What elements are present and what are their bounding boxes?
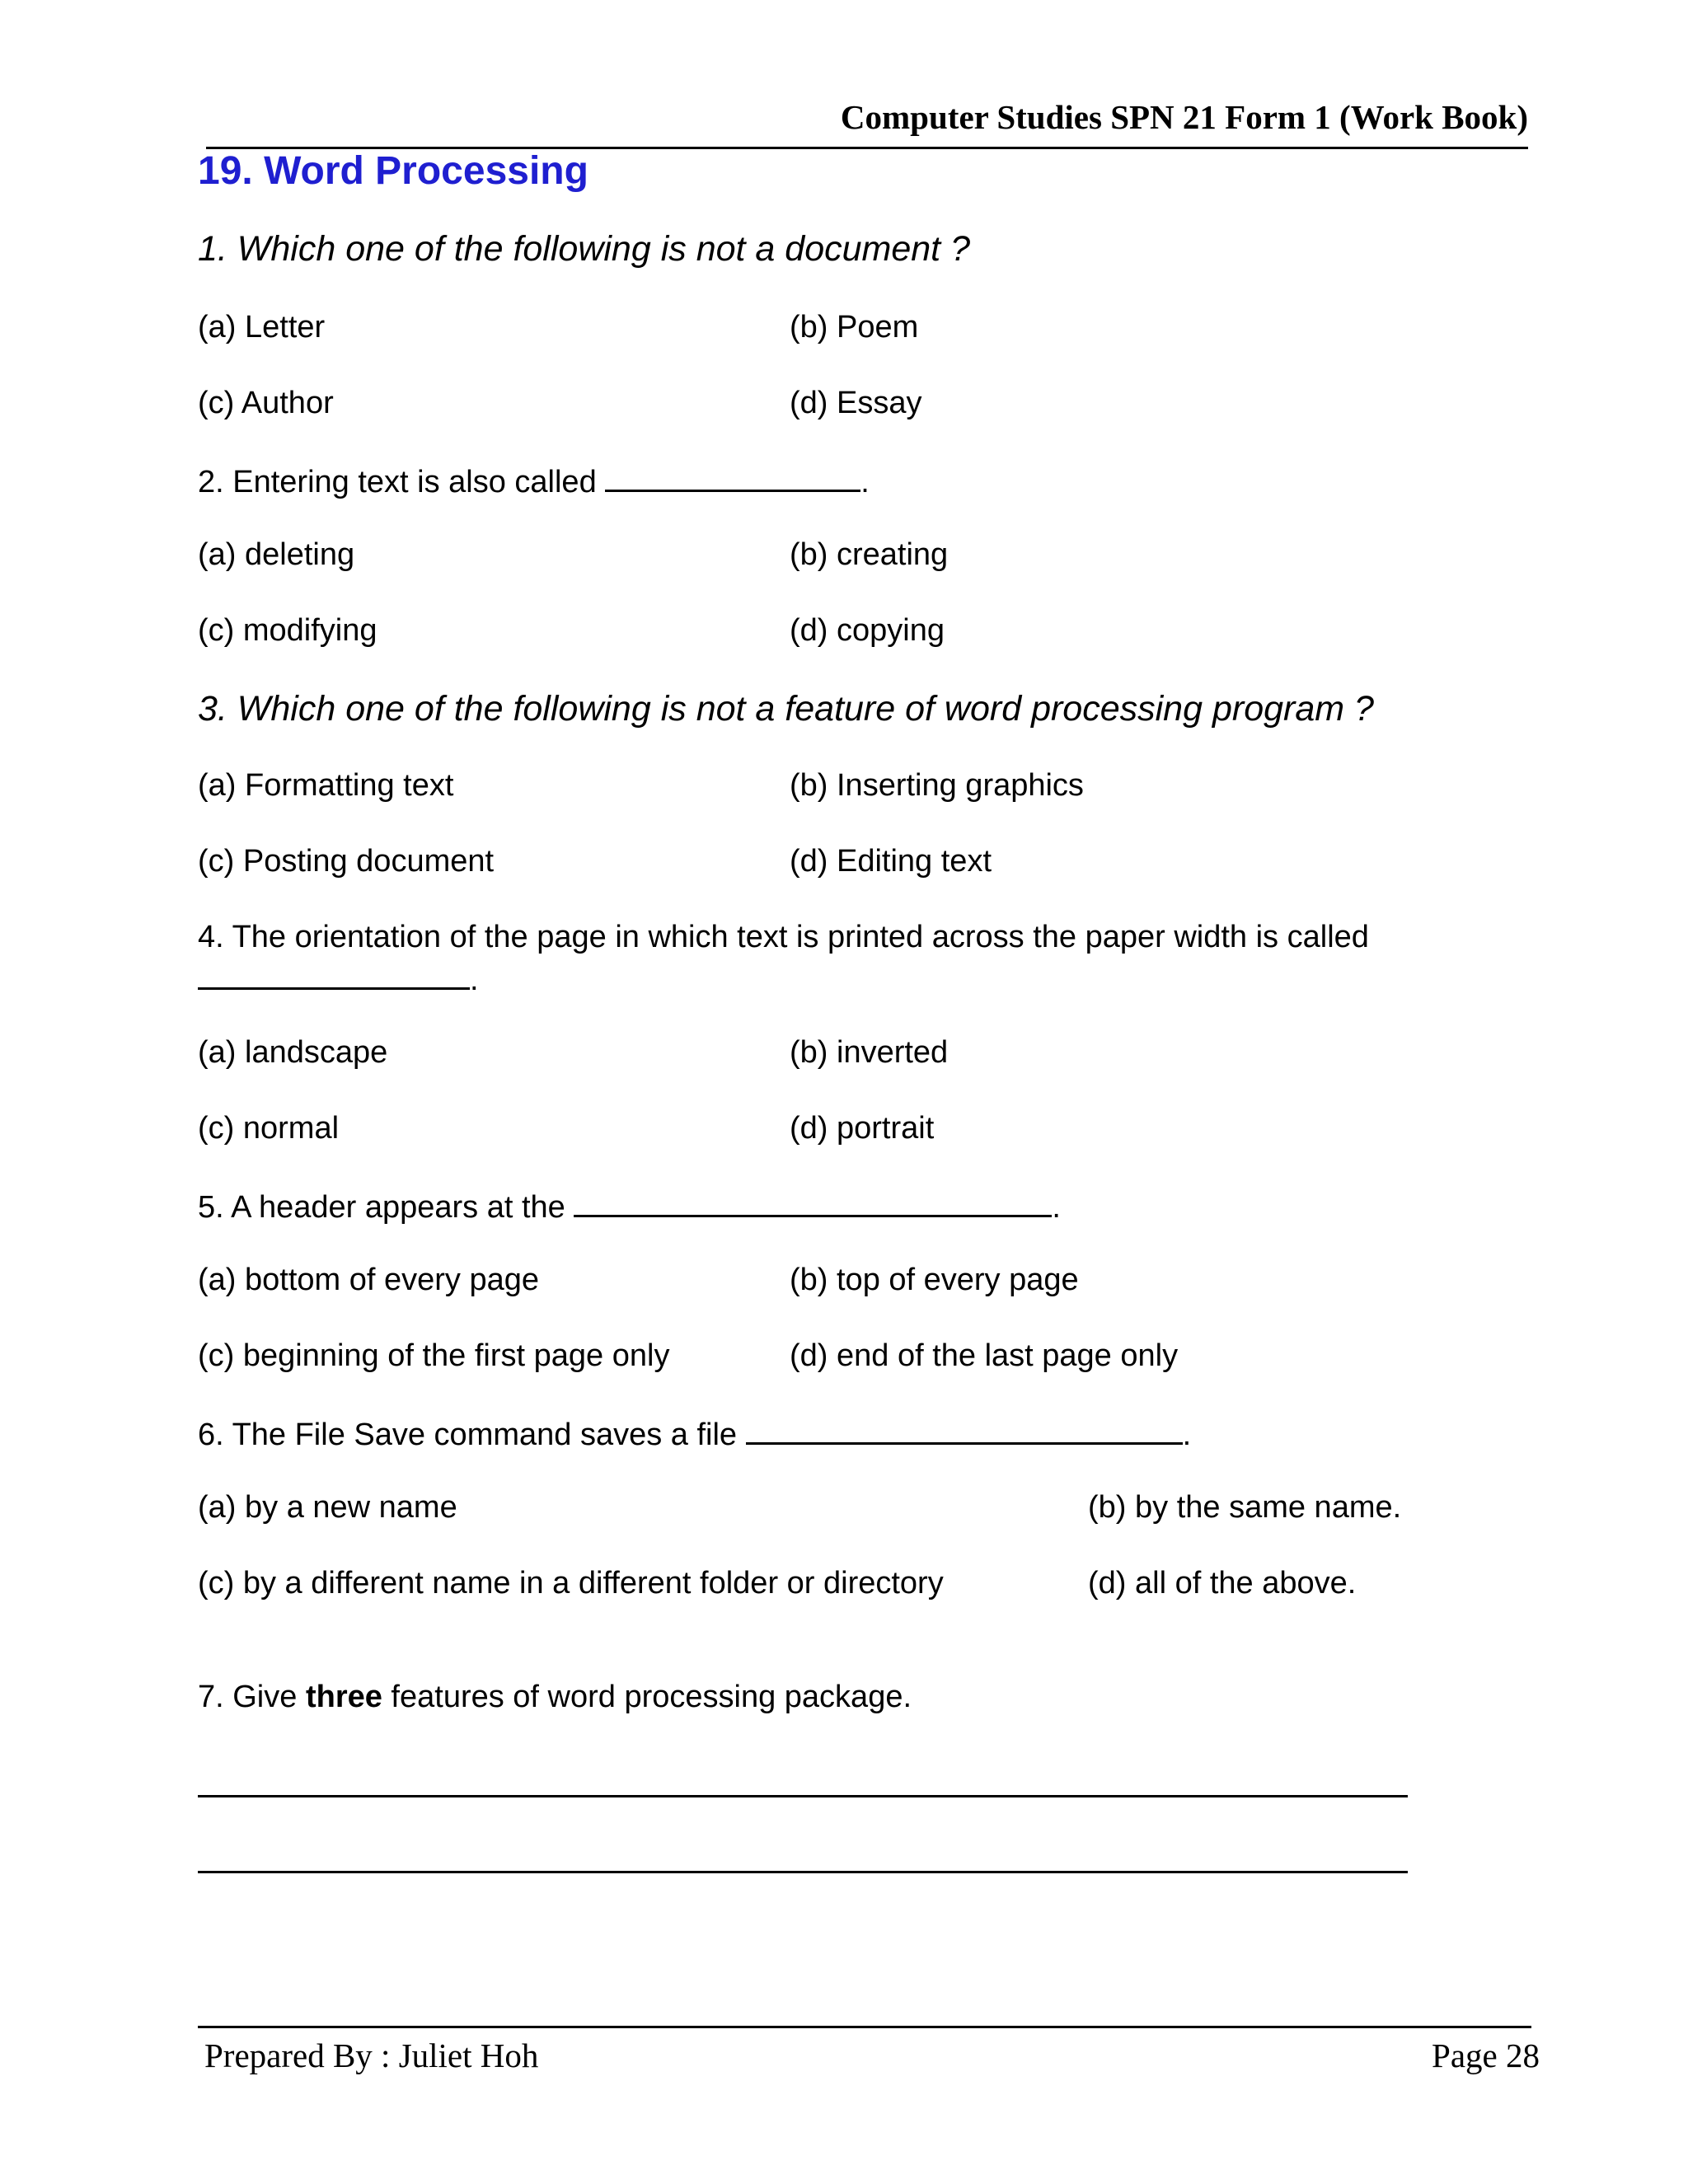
question-1: 1. Which one of the following is not a document ? [198, 229, 970, 269]
q4-blank [198, 959, 470, 990]
q5-period: . [1052, 1190, 1061, 1226]
section-title: 19. Word Processing [198, 149, 588, 193]
q6-text: 6. The File Save command saves a file [198, 1418, 746, 1453]
running-header: Computer Studies SPN 21 Form 1 (Work Book) [840, 98, 1528, 136]
q6-option-a: (a) by a new name [198, 1490, 457, 1525]
q6-option-c: (c) by a different name in a different folder or directory [198, 1566, 944, 1601]
q5-blank [574, 1187, 1052, 1217]
q6-period: . [1182, 1418, 1192, 1453]
q2-option-a: (a) deleting [198, 537, 355, 572]
question-5 [198, 1187, 1061, 1226]
q1-option-a: (a) Letter [198, 310, 326, 344]
q1-option-b: (b) Poem [790, 310, 919, 344]
q2-period: . [860, 465, 870, 500]
q6-blank [746, 1414, 1183, 1445]
q4-period: . [470, 963, 479, 998]
q6-option-d: (d) all of the above. [1088, 1566, 1357, 1601]
q5-option-a: (a) bottom of every page [198, 1263, 539, 1297]
answer-line-2[interactable] [198, 1871, 1408, 1873]
q5-option-b: (b) top of every page [790, 1263, 1079, 1297]
q1-option-d: (d) Essay [790, 386, 922, 420]
q3-option-d: (d) Editing text [790, 844, 992, 879]
q4-option-d: (d) portrait [790, 1111, 935, 1146]
footer-page-number: Page 28 [1432, 2036, 1540, 2074]
question-7 [198, 1680, 912, 1715]
question-2 [198, 462, 870, 500]
q1-option-c: (c) Author [198, 386, 334, 420]
q2-option-d: (d) copying [790, 613, 945, 648]
q2-blank [605, 462, 860, 492]
q7-text-start: 7. Give [198, 1680, 306, 1714]
q4-option-a: (a) landscape [198, 1035, 388, 1070]
question-3: 3. Which one of the following is not a feature of word processing program ? [198, 689, 1374, 729]
q4-option-b: (b) inverted [790, 1035, 949, 1070]
q4-option-c: (c) normal [198, 1111, 340, 1146]
q2-text: 2. Entering text is also called [198, 465, 606, 500]
q2-option-c: (c) modifying [198, 613, 377, 648]
footer-rule [198, 2026, 1531, 2028]
footer-author: Prepared By : Juliet Hoh [204, 2036, 539, 2074]
q4-blank-line [198, 959, 479, 998]
question-4: 4. The orientation of the page in which text is printed across the paper width is called [198, 920, 1369, 954]
question-6 [198, 1414, 1191, 1453]
q3-option-b: (b) Inserting graphics [790, 768, 1084, 803]
q7-text-bold: three [305, 1680, 382, 1714]
q3-option-a: (a) Formatting text [198, 768, 454, 803]
answer-line-1[interactable] [198, 1795, 1408, 1797]
q7-text-end: features of word processing package. [382, 1680, 912, 1714]
q5-option-d: (d) end of the last page only [790, 1338, 1179, 1373]
q3-option-c: (c) Posting document [198, 844, 495, 879]
q5-text: 5. A header appears at the [198, 1190, 574, 1226]
q5-option-c: (c) beginning of the first page only [198, 1338, 670, 1373]
q6-option-b: (b) by the same name. [1088, 1490, 1402, 1525]
q2-option-b: (b) creating [790, 537, 949, 572]
